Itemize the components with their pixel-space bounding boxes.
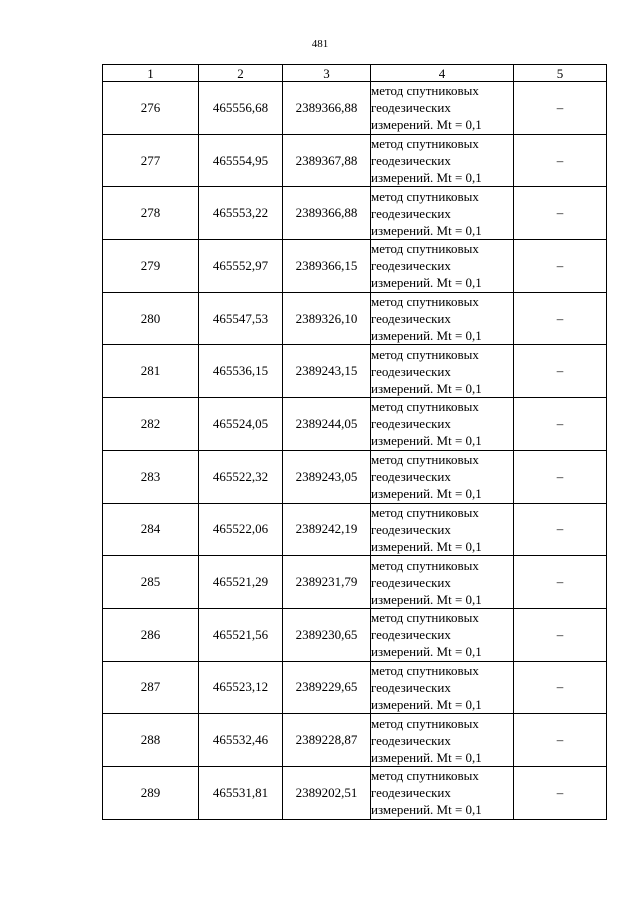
y-coordinate-cell: 2389228,87	[283, 714, 371, 767]
y-coordinate-cell: 2389244,05	[283, 398, 371, 451]
method-line: геодезических	[371, 311, 451, 327]
table-row	[103, 766, 607, 819]
description-cell: –	[514, 766, 607, 819]
description-cell: –	[514, 608, 607, 661]
table-row	[103, 345, 607, 398]
method-line: измерений. Mt = 0,1	[371, 749, 482, 765]
method-line: геодезических	[371, 416, 451, 432]
method-line: геодезических	[371, 363, 451, 379]
method-line: метод спутниковых	[371, 346, 479, 362]
method-line: геодезических	[371, 100, 451, 116]
method-line: измерений. Mt = 0,1	[371, 275, 482, 291]
x-coordinate-cell: 465532,46	[199, 714, 283, 767]
point-number-cell: 288	[103, 714, 199, 767]
page-number: 481	[311, 38, 329, 50]
point-number-cell: 278	[103, 187, 199, 240]
method-line: метод спутниковых	[371, 768, 479, 784]
table-header-row	[103, 65, 607, 82]
method-line: метод спутниковых	[371, 662, 479, 678]
method-line: геодезических	[371, 258, 451, 274]
point-number-cell: 281	[103, 345, 199, 398]
x-coordinate-cell: 465524,05	[199, 398, 283, 451]
x-coordinate-cell: 465521,56	[199, 608, 283, 661]
method-cell	[371, 240, 514, 293]
method-line: измерений. Mt = 0,1	[371, 486, 482, 502]
method-line: метод спутниковых	[371, 452, 479, 468]
description-cell: –	[514, 292, 607, 345]
point-number-cell: 286	[103, 608, 199, 661]
method-line: измерений. Mt = 0,1	[371, 117, 482, 133]
method-line: геодезических	[371, 205, 451, 221]
method-line: геодезических	[371, 574, 451, 590]
table-row	[103, 187, 607, 240]
column-header-5: 5	[514, 65, 607, 82]
point-number-cell: 276	[103, 82, 199, 135]
x-coordinate-cell: 465547,53	[199, 292, 283, 345]
method-line: измерений. Mt = 0,1	[371, 170, 482, 186]
table-row	[103, 292, 607, 345]
column-header-4: 4	[371, 65, 514, 82]
y-coordinate-cell: 2389230,65	[283, 608, 371, 661]
method-line: измерений. Mt = 0,1	[371, 696, 482, 712]
method-cell	[371, 398, 514, 451]
description-cell: –	[514, 398, 607, 451]
table-row	[103, 661, 607, 714]
x-coordinate-cell: 465531,81	[199, 766, 283, 819]
method-line: измерений. Mt = 0,1	[371, 222, 482, 238]
method-line: измерений. Mt = 0,1	[371, 380, 482, 396]
method-line: геодезических	[371, 627, 451, 643]
method-cell	[371, 661, 514, 714]
x-coordinate-cell: 465523,12	[199, 661, 283, 714]
y-coordinate-cell: 2389326,10	[283, 292, 371, 345]
table-row	[103, 82, 607, 135]
x-coordinate-cell: 465522,32	[199, 450, 283, 503]
y-coordinate-cell: 2389366,88	[283, 187, 371, 240]
y-coordinate-cell: 2389242,19	[283, 503, 371, 556]
method-line: метод спутниковых	[371, 399, 479, 415]
description-cell: –	[514, 556, 607, 609]
method-line: геодезических	[371, 679, 451, 695]
y-coordinate-cell: 2389366,15	[283, 240, 371, 293]
method-line: метод спутниковых	[371, 83, 479, 99]
coordinates-table	[102, 64, 607, 820]
y-coordinate-cell: 2389243,05	[283, 450, 371, 503]
method-line: измерений. Mt = 0,1	[371, 538, 482, 554]
description-cell: –	[514, 503, 607, 556]
x-coordinate-cell: 465554,95	[199, 134, 283, 187]
method-line: метод спутниковых	[371, 557, 479, 573]
method-cell	[371, 292, 514, 345]
method-line: геодезических	[371, 153, 451, 169]
method-line: измерений. Mt = 0,1	[371, 591, 482, 607]
x-coordinate-cell: 465522,06	[199, 503, 283, 556]
point-number-cell: 285	[103, 556, 199, 609]
point-number-cell: 283	[103, 450, 199, 503]
y-coordinate-cell: 2389229,65	[283, 661, 371, 714]
method-line: метод спутниковых	[371, 294, 479, 310]
column-header-2: 2	[199, 65, 283, 82]
table-row	[103, 240, 607, 293]
method-line: геодезических	[371, 732, 451, 748]
method-cell	[371, 450, 514, 503]
table-row	[103, 556, 607, 609]
x-coordinate-cell: 465552,97	[199, 240, 283, 293]
table-row	[103, 450, 607, 503]
method-cell	[371, 608, 514, 661]
description-cell: –	[514, 450, 607, 503]
method-line: измерений. Mt = 0,1	[371, 802, 482, 818]
table-row	[103, 714, 607, 767]
method-line: метод спутниковых	[371, 188, 479, 204]
method-cell	[371, 766, 514, 819]
method-line: метод спутниковых	[371, 241, 479, 257]
point-number-cell: 277	[103, 134, 199, 187]
x-coordinate-cell: 465521,29	[199, 556, 283, 609]
y-coordinate-cell: 2389231,79	[283, 556, 371, 609]
description-cell: –	[514, 345, 607, 398]
column-header-1: 1	[103, 65, 199, 82]
method-line: измерений. Mt = 0,1	[371, 328, 482, 344]
method-line: геодезических	[371, 469, 451, 485]
method-cell	[371, 134, 514, 187]
method-line: измерений. Mt = 0,1	[371, 433, 482, 449]
method-cell	[371, 714, 514, 767]
x-coordinate-cell: 465556,68	[199, 82, 283, 135]
method-cell	[371, 187, 514, 240]
description-cell: –	[514, 714, 607, 767]
y-coordinate-cell: 2389243,15	[283, 345, 371, 398]
point-number-cell: 289	[103, 766, 199, 819]
method-cell	[371, 345, 514, 398]
table-row	[103, 134, 607, 187]
table-row	[103, 398, 607, 451]
y-coordinate-cell: 2389367,88	[283, 134, 371, 187]
description-cell: –	[514, 134, 607, 187]
point-number-cell: 280	[103, 292, 199, 345]
table-row	[103, 503, 607, 556]
point-number-cell: 287	[103, 661, 199, 714]
column-header-3: 3	[283, 65, 371, 82]
description-cell: –	[514, 661, 607, 714]
method-line: метод спутниковых	[371, 715, 479, 731]
method-line: геодезических	[371, 785, 451, 801]
description-cell: –	[514, 240, 607, 293]
y-coordinate-cell: 2389366,88	[283, 82, 371, 135]
method-line: геодезических	[371, 521, 451, 537]
method-cell	[371, 82, 514, 135]
method-line: метод спутниковых	[371, 504, 479, 520]
table-row	[103, 608, 607, 661]
method-line: измерений. Mt = 0,1	[371, 644, 482, 660]
y-coordinate-cell: 2389202,51	[283, 766, 371, 819]
method-cell	[371, 556, 514, 609]
method-line: метод спутниковых	[371, 610, 479, 626]
point-number-cell: 279	[103, 240, 199, 293]
x-coordinate-cell: 465553,22	[199, 187, 283, 240]
table-body	[103, 82, 607, 820]
point-number-cell: 282	[103, 398, 199, 451]
point-number-cell: 284	[103, 503, 199, 556]
description-cell: –	[514, 187, 607, 240]
x-coordinate-cell: 465536,15	[199, 345, 283, 398]
method-cell	[371, 503, 514, 556]
description-cell: –	[514, 82, 607, 135]
method-line: метод спутниковых	[371, 136, 479, 152]
